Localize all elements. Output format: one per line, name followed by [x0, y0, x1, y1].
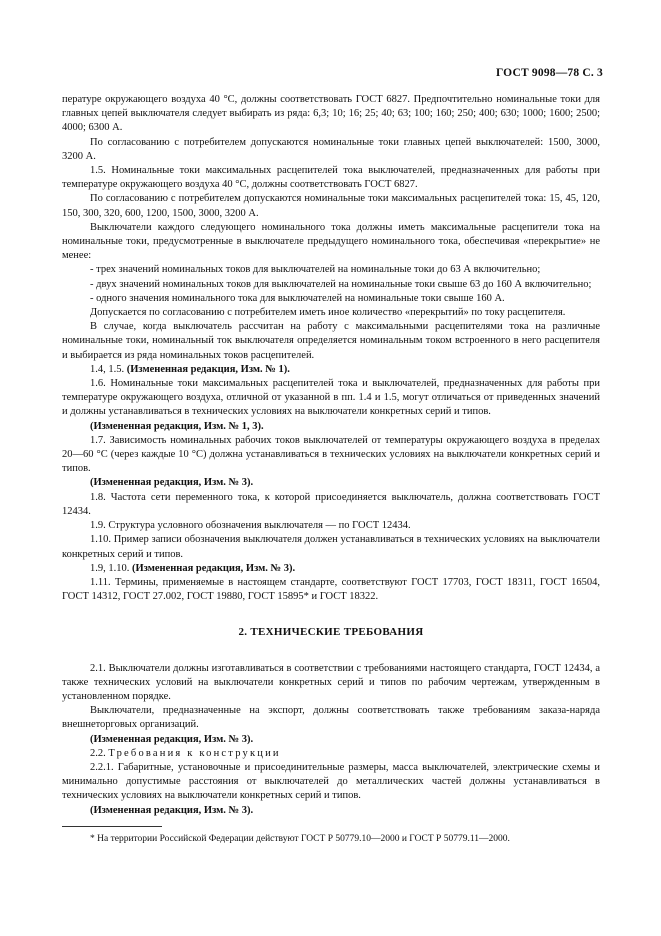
paragraph: В случае, когда выключатель рассчитан на работу с максимальными расцепителями тока на различные номинальные токи, номинальный ток выключателя определяется номинальным током встроенного в него расцепителя и выбирается из ряда номинальных токов расцепителей. [62, 321, 600, 361]
list-item: - трех значений номинальных токов для выключателей на номинальные токи до 63 А включительно; [90, 264, 541, 276]
amendment-note: (Измененная редакция, Изм. № 3). [90, 804, 254, 816]
subsection-number: 2.2. [90, 747, 106, 759]
footnote: * На территории Российской Федерации действуют ГОСТ Р 50779.10—2000 и ГОСТ Р 50779.11—2000. [90, 834, 510, 844]
paragraph: Выключатели, предназначенные на экспорт, должны соответствовать также требованиям заказа-наряда внешнеторговых организаций. [62, 705, 600, 731]
paragraph: пературе окружающего воздуха 40 °С, должны соответствовать ГОСТ 6827. Предпочтительно номинальные токи для главных цепей выключателя следует выбирать из ряда: 6,3; 10; 16; 25; 40; 63; 100; 160; 250; 400; 630; 1000; 1600; 2500; 4000; 6300 А. [62, 94, 600, 134]
footnote-divider [62, 826, 162, 827]
amendment-note: (Измененная редакция, Изм. № 1, 3). [90, 420, 264, 432]
section-title: 2. ТЕХНИЧЕСКИЕ ТРЕБОВАНИЯ [238, 626, 424, 639]
paragraph: Допускается по согласованию с потребителем иметь иное количество «перекрытий» по току расцепителя. [90, 307, 566, 319]
amendment-note: (Измененная редакция, Изм. № 3). [90, 733, 254, 745]
amendment-note: (Измененная редакция, Изм. № 3). [90, 477, 254, 489]
subsection-heading [62, 747, 600, 761]
amendment-prefix: 1.4, 1.5. [90, 363, 125, 375]
paragraph: 2.1. Выключатели должны изготавливаться в соответствии с требованиями настоящего стандарта, ГОСТ 12434, а также технических условий на выключатели конкретных серий и типов по рабочим чертежам, утвержденным в установленном порядке. [62, 662, 600, 702]
amendment-text: (Измененная редакция, Изм. № 1). [126, 363, 290, 375]
paragraph: 1.8. Частота сети переменного тока, к которой присоединяется выключатель, должна соответствовать ГОСТ 12434. [62, 491, 600, 517]
amendment-note [62, 562, 600, 576]
list-item: - двух значений номинальных токов для выключателей на номинальные токи свыше 63 до 160 А включительно; [90, 278, 592, 290]
paragraph: По согласованию с потребителем допускаются номинальные токи главных цепей выключателей: 1500, 3000, 3200 А. [62, 136, 600, 162]
amendment-text: (Измененная редакция, Изм. № 3). [132, 562, 296, 574]
running-head: ГОСТ 9098—78 С. 3 [495, 67, 603, 79]
page-body [62, 93, 600, 818]
paragraph: 1.7. Зависимость номинальных рабочих токов выключателей от температуры окружающего воздуха в пределах 20—60 °С (через каждые 10 °С) должна устанавливаться в технических условиях на выключатели конкретных серий и типов. [62, 434, 600, 475]
paragraph: 1.11. Термины, применяемые в настоящем стандарте, соответствуют ГОСТ 17703, ГОСТ 18311, ГОСТ 16504, ГОСТ 14312, ГОСТ 27.002, ГОСТ 19880, ГОСТ 15895* и ГОСТ 18322. [62, 576, 600, 603]
paragraph: 1.6. Номинальные токи максимальных расцепителей тока и выключателей, предназначенных для работы при температуре окружающего воздуха, отличной от указанной в пп. 1.4 и 1.5, могут отличаться от приведенных значений и должны устанавливаться в технических условиях на выключатели конкретных серий и типов. [62, 378, 600, 418]
paragraph: 2.2.1. Габаритные, установочные и присоединительные размеры, масса выключателей, электрические схемы и минимально допустимые расстояния от выключателей до металлических частей должны устанавливаться в технических условиях на выключатели конкретных серий и типов. [62, 761, 600, 802]
paragraph: 1.5. Номинальные токи максимальных расцепителей тока выключателей, предназначенных для работы при температуре окружающего воздуха 40 °С, должны соответствовать ГОСТ 6827. [62, 165, 600, 191]
amendment-note [62, 363, 600, 377]
paragraph: Выключатели каждого следующего номинального тока должны иметь максимальные расцепители тока на номинальные токи, предусмотренные в выключателе предыдущего номинального тока, обеспечивая «перекрытие» не менее: [62, 221, 600, 262]
paragraph: По согласованию с потребителем допускаются номинальные токи максимальных расцепителей тока: 15, 45, 120, 150, 300, 320, 600, 1200, 1500, 3000, 3200 А. [62, 193, 600, 219]
subsection-title: Требования к конструкции [108, 747, 281, 759]
amendment-prefix: 1.9, 1.10. [90, 562, 130, 574]
paragraph: 1.9. Структура условного обозначения выключателя — по ГОСТ 12434. [90, 520, 411, 532]
list-item: - одного значения номинального тока для выключателей на номинальные токи свыше 160 А. [90, 292, 505, 304]
paragraph: 1.10. Пример записи обозначения выключателя должен устанавливаться в технических условиях на выключатели конкретных серий и типов. [62, 534, 600, 560]
